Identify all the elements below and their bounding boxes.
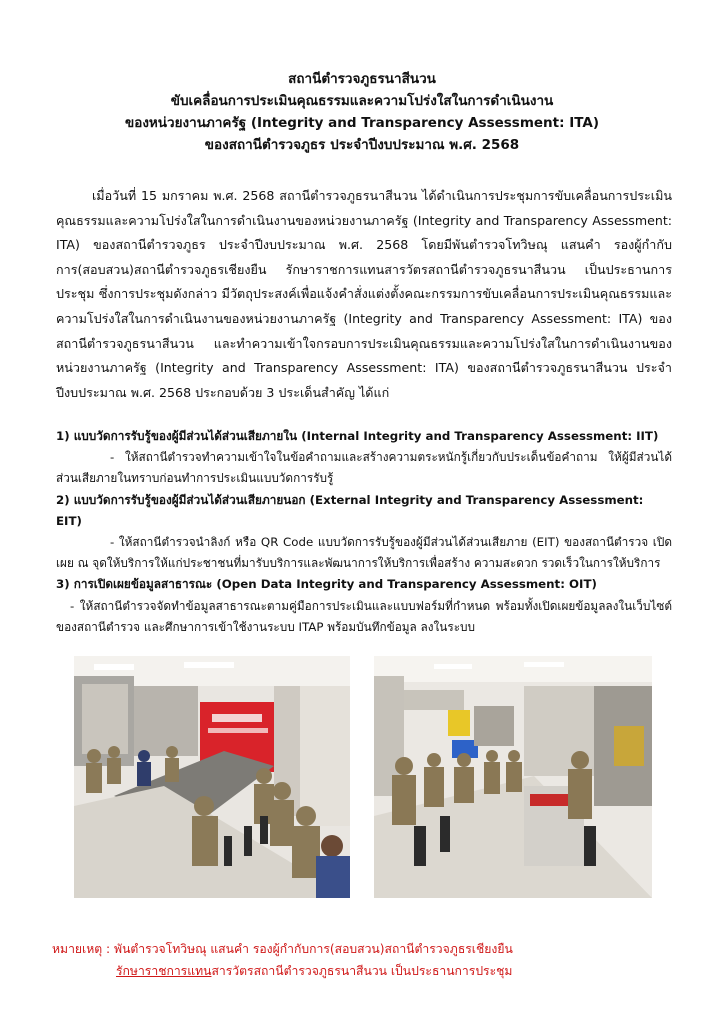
- remark-line-2-text: สารวัตรสถานีตำรวจภูธรนาสีนวน เป็นประธานการประชุม: [211, 964, 513, 978]
- body-paragraph-text: เมื่อวันที่ 15 มกราคม พ.ศ. 2568 สถานีตำรวจภูธรนาสีนวน ได้ดำเนินการประชุมการขับเคลื่อนการประเมินคุณธรรมและความโปร่งใสในการดำเนินงานของหน่วยงานภาครัฐ (Integrity and Transparency Assessment: ITA) ของสถานีตำรวจภูธร ประจำปีงบประมาณ พ.ศ. 2568 โดยมีพันตำรวจโทวิษณุ แสนคำ รองผู้กำกับการ(สอบสวน)สถานีตำรวจภูธรเชียงยืน รักษาราชการแทนสารวัตรสถานีตำรวจภูธรนาสีนวน เป็นประธานการประชุม ซึ่งการประชุมดังกล่าว มีวัตถุประสงค์เพื่อแจ้งคำสั่งแต่งตั้งคณะกรรมการขับเคลื่อนการประเมินคุณธรรมและความโปร่งใสในการดำเนินงานของหน่วยงานภาครัฐ (Integrity and Transparency Assessment: ITA) ของสถานีตำรวจภูธรนาสีนวน และทำความเข้าใจกรอบการประเมินคุณธรรมและความโปร่งใสในการดำเนินงานของหน่วยงานภาครัฐ (Integrity and Transparency Assessment: ITA) ของสถานีตำรวจภูธรนาสีนวน ประจำปีงบประมาณ พ.ศ. 2568 ประกอบด้วย 3 ประเด็นสำคัญ ได้แก่: [56, 188, 672, 400]
- body-paragraph: [56, 184, 672, 405]
- meeting-photo-left-image: [74, 656, 350, 898]
- section-1-detail-text: - ให้สถานีตำรวจทำความเข้าใจในข้อคำถามและสร้างความตระหนักรู้เกี่ยวกับประเด็นข้อคำถาม ให้ผู้มีส่วนได้ส่วนเสียภายในทราบก่อนทำการประเมินแบบวัดการรับรู้: [56, 450, 672, 486]
- section-3-detail-text: - ให้สถานีตำรวจจัดทำข้อมูลสาธารณะตามคู่มือการประเมินและแบบฟอร์มที่กำหนด พร้อมทั้งเปิดเผยข้อมูลลงในเว็บไซต์ของสถานีตำรวจ และศึกษาการเข้าใช้งานระบบ ITAP พร้อมบันทึกข้อมูล ลงในระบบ: [56, 598, 672, 634]
- meeting-photo-right: [374, 656, 652, 898]
- section-1-heading: 1) แบบวัดการรับรู้ของผู้มีส่วนได้ส่วนเสียภายใน (Internal Integrity and Transparency Assessment: IIT): [56, 429, 659, 443]
- section-3-detail: [56, 596, 672, 638]
- remark-line-1-text: พันตำรวจโทวิษณุ แสนคำ รองผู้กำกับการ(สอบสวน)สถานีตำรวจภูธรเชียงยืน: [110, 942, 513, 956]
- remark-line-1: [52, 938, 692, 960]
- remark-line-2: [52, 960, 692, 982]
- section-2-detail-text: - ให้สถานีตำรวจนำลิงก์ หรือ QR Code แบบวัดการรับรู้ของผู้มีส่วนได้ส่วนเสียภาย (EIT) ของสถานีตำรวจ เปิดเผย ณ จุดให้บริการให้แก่ประชาชนที่มารับบริการและพัฒนาการให้บริการเพื่อสร้าง ความสะดวก รวดเร็วในการให้บริการ: [56, 535, 672, 571]
- remark-label: หมายเหตุ :: [52, 942, 111, 956]
- assessment-sections: [56, 426, 672, 638]
- meeting-photo-left: [74, 656, 350, 898]
- title-line-3: ของหน่วยงานภาครัฐ (Integrity and Transparency Assessment: ITA): [124, 115, 600, 131]
- section-3-heading: 3) การเปิดเผยข้อมูลสาธารณะ (Open Data Integrity and Transparency Assessment: OIT): [56, 577, 597, 592]
- remark-note: [52, 938, 692, 982]
- title-line-2: ขับเคลื่อนการประเมินคุณธรรมและความโปร่งใสในการดำเนินงาน: [170, 93, 554, 109]
- document-title: [0, 68, 724, 156]
- remark-underlined-text: รักษาราชการแทน: [116, 964, 212, 978]
- section-2-detail: [56, 532, 672, 574]
- title-line-4: ของสถานีตำรวจภูธร ประจำปีงบประมาณ พ.ศ. 2568: [204, 137, 520, 153]
- section-1-detail: [56, 447, 672, 489]
- section-2-heading: 2) แบบวัดการรับรู้ของผู้มีส่วนได้ส่วนเสียภายนอก (External Integrity and Transparency Assessment: EIT): [56, 492, 644, 528]
- meeting-photo-right-image: [374, 656, 652, 898]
- title-line-1: สถานีตำรวจภูธรนาสีนวน: [288, 71, 436, 87]
